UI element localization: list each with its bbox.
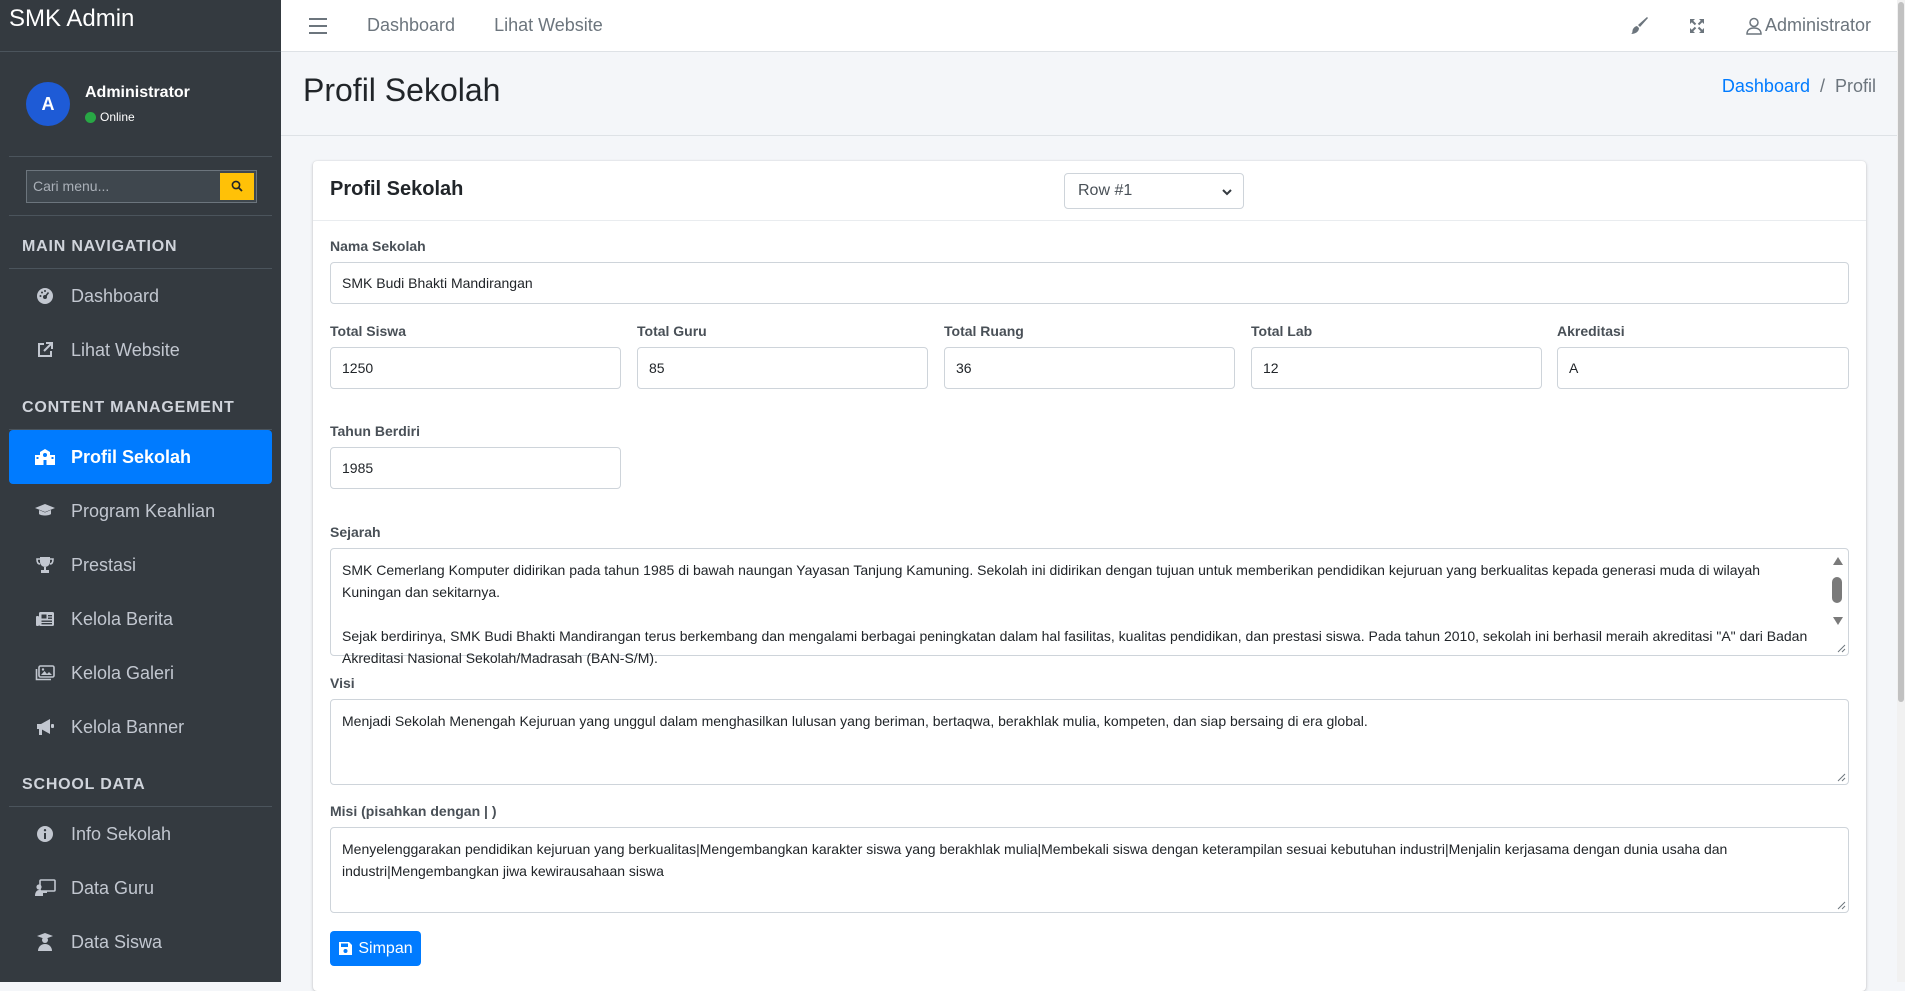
- input-total-ruang[interactable]: 36: [944, 347, 1235, 389]
- megaphone-icon: [34, 716, 56, 738]
- sidebar-item-data-guru[interactable]: [9, 861, 272, 915]
- card-title: Profil Sekolah: [330, 178, 464, 200]
- label-total-guru: Total Guru: [637, 323, 707, 339]
- images-icon: [34, 662, 56, 684]
- sidebar-search: [9, 157, 272, 216]
- sidebar-item-label: Data Guru: [71, 877, 155, 898]
- dashboard-icon: [34, 285, 56, 307]
- sidebar-item-dashboard[interactable]: [9, 269, 272, 323]
- user-panel: [9, 52, 272, 157]
- scrollbar-thumb[interactable]: [1832, 577, 1842, 603]
- sidebar-item-lihat-website[interactable]: [9, 323, 272, 377]
- sidebar-item-kelola-berita[interactable]: [9, 592, 272, 646]
- card-header: [313, 161, 1866, 221]
- sejarah-paragraph-2: Sejak berdirinya, SMK Budi Bhakti Mandirangan terus berkembang dan mengalami berbagai peningkatan dalam hal fasilitas, kualitas pendidikan, dan prestasi siswa. Pada tahun 2010, sekolah ini berhasil meraih akreditasi "A" dari Badan Akreditasi Nasional Sekolah/Madrasah (BAN-S/M).: [342, 628, 1808, 666]
- search-icon: [231, 180, 243, 192]
- sidebar: [0, 0, 281, 982]
- label-sejarah: Sejarah: [330, 524, 381, 540]
- sidebar-item-label: Dashboard: [71, 285, 160, 306]
- profil-card: [313, 161, 1866, 991]
- sidebar-item-label: Data Siswa: [71, 931, 163, 952]
- nav-header-school-data: SCHOOL DATA: [9, 754, 272, 807]
- topbar-user-menu[interactable]: [1745, 15, 1871, 36]
- scroll-down-icon: [1832, 616, 1844, 626]
- page-title: Profil Sekolah: [303, 72, 501, 108]
- textarea-misi[interactable]: [330, 827, 1849, 913]
- label-total-siswa: Total Siswa: [330, 323, 406, 339]
- avatar[interactable]: A: [26, 82, 70, 126]
- row-select[interactable]: [1064, 173, 1244, 209]
- user-status: [85, 110, 190, 124]
- paint-brush-icon[interactable]: [1629, 16, 1649, 36]
- resize-handle-icon[interactable]: [1836, 643, 1846, 653]
- school-icon: [34, 446, 56, 468]
- resize-handle-icon[interactable]: [1836, 900, 1846, 910]
- nav-header-main: MAIN NAVIGATION: [9, 216, 272, 269]
- textarea-visi[interactable]: [330, 699, 1849, 785]
- sidebar-item-label: Kelola Galeri: [71, 662, 175, 683]
- breadcrumb-link-dashboard[interactable]: Dashboard: [1721, 76, 1810, 96]
- label-tahun-berdiri: Tahun Berdiri: [330, 423, 420, 439]
- save-button[interactable]: [330, 931, 421, 966]
- scroll-up-icon: [1832, 556, 1844, 566]
- sidebar-item-kelola-galeri[interactable]: [9, 646, 272, 700]
- topbar-link-dashboard[interactable]: Dashboard: [367, 15, 456, 35]
- chevron-down-icon: [1221, 186, 1233, 198]
- input-tahun-berdiri[interactable]: 1985: [330, 447, 621, 489]
- sejarah-paragraph-1: SMK Cemerlang Komputer didirikan pada tahun 1985 di bawah naungan Yayasan Tanjung Kamuning. Sekolah ini didirikan dengan tujuan untuk memberikan pendidikan kejuruan yang berkualitas kepada generasi muda di wilayah Kuningan dan sekitarnya.: [342, 562, 1761, 600]
- nav-header-content: CONTENT MANAGEMENT: [9, 377, 272, 430]
- user-info: [85, 84, 190, 124]
- input-total-lab[interactable]: 12: [1251, 347, 1542, 389]
- brand-logo-text[interactable]: SMK Admin: [0, 0, 281, 52]
- menu-toggle-icon[interactable]: [309, 18, 327, 34]
- external-link-icon: [34, 339, 56, 361]
- sidebar-item-label: Prestasi: [71, 554, 137, 575]
- label-total-lab: Total Lab: [1251, 323, 1313, 339]
- label-akreditasi: Akreditasi: [1557, 323, 1625, 339]
- sidebar-item-label: Kelola Banner: [71, 716, 185, 737]
- sidebar-item-profil-sekolah[interactable]: [9, 430, 272, 484]
- visi-text: Menjadi Sekolah Menengah Kejuruan yang unggul dalam menghasilkan lulusan yang beriman, bertaqwa, berakhlak mulia, kompeten, dan siap bersaing di era global.: [342, 713, 1368, 729]
- search-button[interactable]: [220, 173, 254, 200]
- breadcrumb: [1722, 76, 1876, 97]
- sidebar-item-kelola-banner[interactable]: [9, 700, 272, 754]
- topbar: [281, 0, 1905, 52]
- sidebar-item-label: Program Keahlian: [71, 500, 216, 521]
- fullscreen-icon[interactable]: [1687, 16, 1707, 36]
- search-input[interactable]: [29, 173, 220, 200]
- search-box: [26, 170, 257, 203]
- teacher-icon: [34, 877, 56, 899]
- sidebar-item-program-keahlian[interactable]: [9, 484, 272, 538]
- sidebar-item-prestasi[interactable]: [9, 538, 272, 592]
- topbar-user-name: Administrator: [1764, 15, 1871, 35]
- input-nama-sekolah[interactable]: SMK Budi Bhakti Mandirangan: [330, 262, 1849, 304]
- label-visi: Visi: [330, 675, 355, 691]
- user-name[interactable]: Administrator: [85, 84, 190, 101]
- topbar-link-lihat-website[interactable]: Lihat Website: [494, 15, 603, 35]
- sidebar-item-label: Info Sekolah: [71, 823, 172, 844]
- textarea-scrollbar[interactable]: [1827, 550, 1847, 654]
- breadcrumb-separator: /: [1819, 76, 1825, 96]
- label-total-ruang: Total Ruang: [944, 323, 1024, 339]
- sidebar-item-data-siswa[interactable]: [9, 915, 272, 969]
- input-total-siswa[interactable]: 1250: [330, 347, 621, 389]
- student-icon: [34, 931, 56, 953]
- content-header: [281, 52, 1905, 136]
- info-icon: [34, 823, 56, 845]
- resize-handle-icon[interactable]: [1836, 772, 1846, 782]
- page-scrollbar[interactable]: [1897, 0, 1905, 982]
- row-select-value: Row #1: [1078, 182, 1133, 199]
- newspaper-icon: [34, 608, 56, 630]
- trophy-icon: [34, 554, 56, 576]
- save-button-label: Simpan: [358, 939, 413, 957]
- sidebar-item-label: Profil Sekolah: [71, 446, 192, 467]
- input-total-guru[interactable]: 85: [637, 347, 928, 389]
- user-icon: [1745, 17, 1763, 35]
- user-status-label: Online: [100, 110, 135, 124]
- sidebar-item-info-sekolah[interactable]: [9, 807, 272, 861]
- sidebar-item-label: Kelola Berita: [71, 608, 174, 629]
- page-scrollbar-thumb[interactable]: [1898, 2, 1904, 702]
- misi-text: Menyelenggarakan pendidikan kejuruan yang berkualitas|Mengembangkan karakter siswa yang berakhlak mulia|Membekali siswa dengan keterampilan sesuai kebutuhan industri|Menjalin kerjasama dengan dunia usaha dan industri|Mengembangkan jiwa kewirausahaan siswa: [342, 841, 1728, 879]
- label-nama-sekolah: Nama Sekolah: [330, 238, 426, 254]
- breadcrumb-current: Profil: [1834, 76, 1876, 96]
- topbar-right: [1591, 15, 1871, 36]
- save-icon: [338, 941, 353, 956]
- graduation-cap-icon: [34, 500, 56, 522]
- textarea-sejarah[interactable]: [330, 548, 1849, 666]
- input-akreditasi[interactable]: A: [1557, 347, 1849, 389]
- sidebar-item-label: Lihat Website: [71, 339, 180, 360]
- online-dot-icon: [85, 112, 96, 123]
- label-misi: Misi (pisahkan dengan | ): [330, 803, 497, 819]
